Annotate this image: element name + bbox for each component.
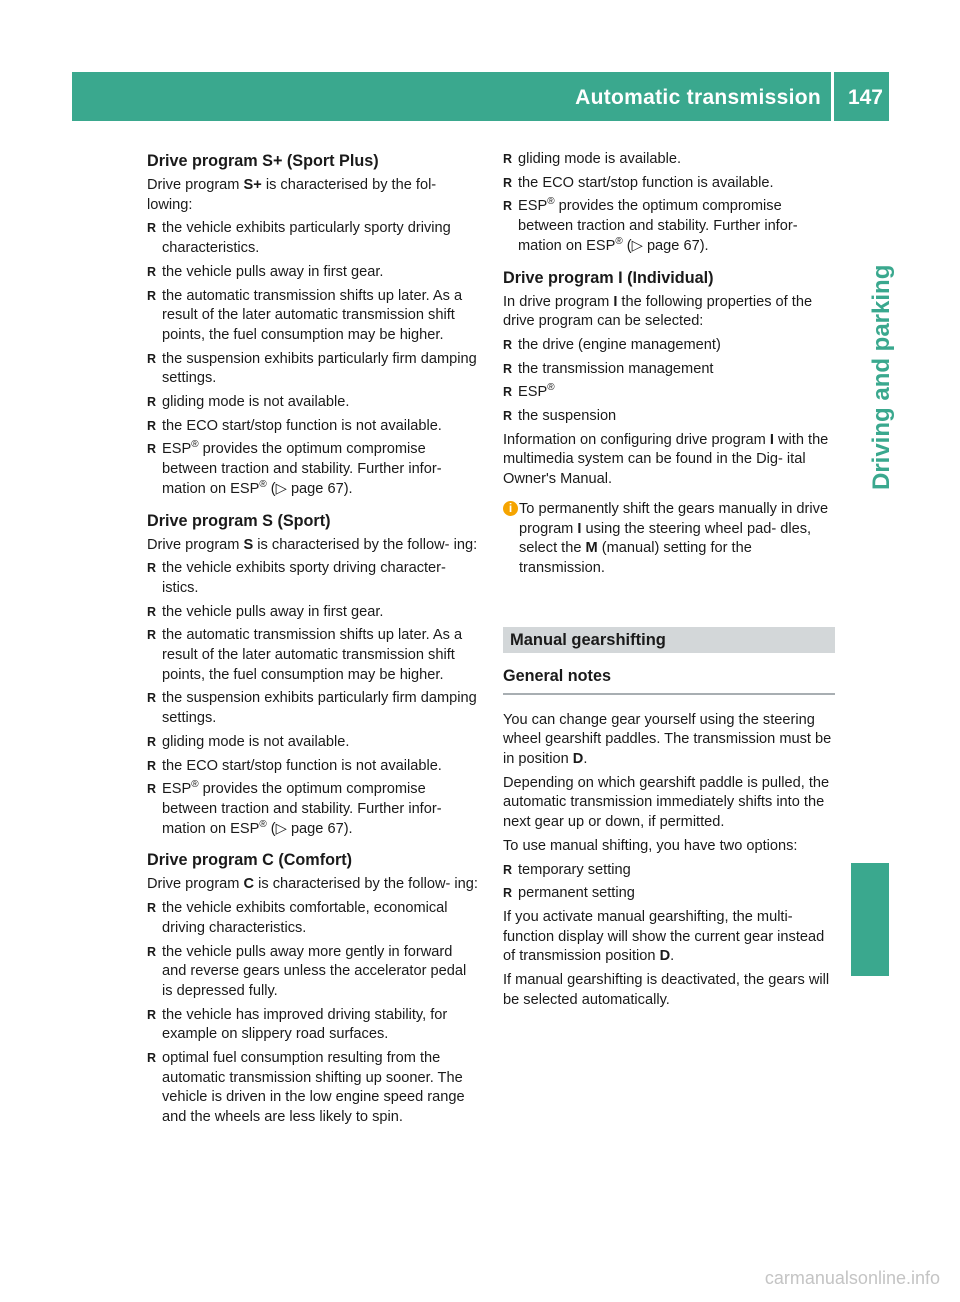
page-ref-arrow-icon: ▷ xyxy=(275,820,287,837)
section-title: Manual gearshifting xyxy=(503,627,835,653)
page-number: 147 xyxy=(847,86,883,109)
list-item: R the automatic transmission shifts up later. As a result of the later automatic transmission shift points, the fuel consumption may be higher. xyxy=(147,626,479,685)
list-item-esp: R ESP® provides the optimum compromise between traction and stability. Further infor- mation on ESP® (▷ page 67). xyxy=(147,780,479,839)
list-item-esp: R ESP® provides the optimum compromise between traction and stability. Further infor- mation on ESP® (▷ page 67). xyxy=(147,440,479,499)
right-column xyxy=(503,150,835,1015)
list-item: R gliding mode is available. xyxy=(503,150,835,170)
intro-individual: In drive program I the following properties of the drive program can be selected: xyxy=(503,293,813,330)
manual-p1: You can change gear yourself using the steering wheel gearshift paddles. The transmission must be in position D. xyxy=(503,711,832,768)
list-item-esp: R ESP® provides the optimum compromise between traction and stability. Further infor- mation on ESP® (▷ page 67). xyxy=(503,197,835,256)
page-ref-arrow-icon: ▷ xyxy=(275,480,287,497)
header-separator xyxy=(831,72,834,121)
list-item: R the drive (engine management) xyxy=(503,336,835,356)
intro-sport: Drive program S is characterised by the follow- ing: xyxy=(147,536,478,553)
page-header xyxy=(72,72,889,121)
list-item: R the suspension exhibits particularly firm damping settings. xyxy=(147,689,479,728)
list-sport xyxy=(147,559,479,839)
list-item: R the ECO start/stop function is not available. xyxy=(147,757,479,777)
subsection-title: General notes xyxy=(503,665,835,695)
list-item: R the ECO start/stop function is not available. xyxy=(147,417,479,437)
list-s-plus xyxy=(147,219,479,499)
list-comfort-cont xyxy=(503,150,835,257)
list-item-esp: R ESP® xyxy=(503,383,835,403)
list-item: R the vehicle exhibits sporty driving character- istics. xyxy=(147,559,479,598)
page-ref-arrow-icon: ▷ xyxy=(631,237,643,254)
list-item: R the vehicle pulls away in first gear. xyxy=(147,263,479,283)
manual-p5: If manual gearshifting is deactivated, the gears will be selected automatically. xyxy=(503,972,830,1008)
list-comfort xyxy=(147,899,479,1128)
list-item: R the vehicle pulls away more gently in forward and reverse gears unless the accelerator pedal is depressed fully. xyxy=(147,943,479,1002)
list-item: R optimal fuel consumption resulting from the automatic transmission shifting up sooner. The vehicle is driven in the low engine speed range and the wheels are less likely to spin. xyxy=(147,1049,479,1128)
list-item: R the automatic transmission shifts up later. As a result of the later automatic transmission shift points, the fuel consumption may be higher. xyxy=(147,287,479,346)
heading-sport: Drive program S (Sport) xyxy=(147,511,331,530)
page-link[interactable]: page 67). xyxy=(286,480,353,497)
list-options xyxy=(503,861,835,904)
manual-p4: If you activate manual gearshifting, the multi- function display will show the current gear instead of transmission position D. xyxy=(503,908,825,965)
page-link[interactable]: page 67). xyxy=(286,820,353,837)
side-tab-block xyxy=(851,863,889,976)
side-tab-label: Driving and parking xyxy=(868,264,895,490)
watermark: carmanualsonline.info xyxy=(764,1268,940,1288)
manual-p3: To use manual shifting, you have two options: xyxy=(503,837,798,854)
intro-comfort: Drive program C is characterised by the follow- ing: xyxy=(147,876,478,893)
list-item: R temporary setting xyxy=(503,861,835,881)
individual-info: Information on configuring drive program I with the multimedia system can be found in the Dig- ital Owner's Manual. xyxy=(503,431,829,488)
list-item: R the vehicle pulls away in first gear. xyxy=(147,603,479,623)
header-title: Automatic transmission xyxy=(575,86,821,109)
heading-s-plus: Drive program S+ (Sport Plus) xyxy=(147,152,379,170)
info-note: i To permanently shift the gears manually in drive program I using the steering wheel pad- dles, select the M (manual) setting for the transmission. xyxy=(503,500,835,579)
list-item: R the ECO start/stop function is available. xyxy=(503,174,835,194)
list-item: R gliding mode is not available. xyxy=(147,393,479,413)
list-item: R the vehicle has improved driving stability, for example on slippery road surfaces. xyxy=(147,1006,479,1045)
info-icon: i xyxy=(503,501,518,516)
heading-individual: Drive program I (Individual) xyxy=(503,268,714,287)
list-individual xyxy=(503,336,835,427)
list-item: R the transmission management xyxy=(503,360,835,380)
list-item: R the vehicle exhibits comfortable, economical driving characteristics. xyxy=(147,899,479,938)
list-item: R the suspension xyxy=(503,407,835,427)
list-item: R the suspension exhibits particularly firm damping settings. xyxy=(147,350,479,389)
list-item: R permanent setting xyxy=(503,884,835,904)
manual-p2: Depending on which gearshift paddle is pulled, the automatic transmission immediately shifts into the next gear up or down, if permitted. xyxy=(503,774,830,831)
list-item: R gliding mode is not available. xyxy=(147,733,479,753)
list-item: R the vehicle exhibits particularly sporty driving characteristics. xyxy=(147,219,479,258)
intro-s-plus: Drive program S+ is characterised by the fol- lowing: xyxy=(147,177,437,213)
page-link[interactable]: page 67). xyxy=(642,237,709,254)
left-column xyxy=(147,150,479,1132)
heading-comfort: Drive program C (Comfort) xyxy=(147,851,353,870)
